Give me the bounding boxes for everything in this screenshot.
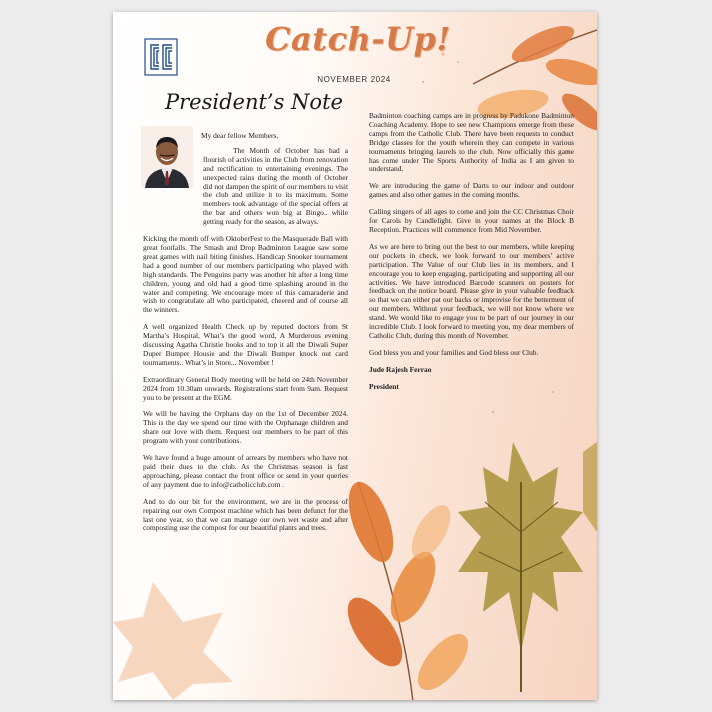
section-heading: President’s Note [165,90,343,114]
signature-role: President [369,381,399,391]
paragraph-compost: And to do our bit for the environment, we are in the process of repairing our own Compost machine which has been defunct for the last one year, so that we can manage our own wet waste and after composting use the compost for our beautiful plants and trees. [143,496,348,533]
greeting: My dear fellow Members, [201,131,279,140]
paragraph-egm: Extraordinary General Body meeting will be held on 24th November 2024 from 10.30am onwards. Registrations start from 9am. Request you to be present at the EGM. [143,374,348,402]
paragraph-events: Kicking the month off with OktoberFest to the Masquerade Ball with great footfalls. The Smash and Drop Badminton League saw some great games with nail biting finishes. Handicap Snooker tournament had a good number of our members participating who played with high standards. The Penguins party was another hit after a long time children, young and old had a good time splashing around in the water and competing. We encourage more of this camaraderie and wish to congratulate all who participated, cheered and of course all the winners. [143,234,348,315]
newsletter-page [113,12,597,700]
paragraph-blessing: God bless you and your families and God bless our Club. [369,347,539,357]
paragraph-badminton: Badminton coaching camps are in progress by Padukone Badminton Coaching Academy. Hope to see new Champions emerge from these camps from the Catholic Club. There have been requests to conduct Bridge classes for the youth wherein they can compete in various tournaments bringing laurels to the club. Now officially this game has come under The Sports Authority of India as I am given to understand. [369,111,574,174]
catholic-club-logo [144,38,178,76]
paragraph-health-check: A well organized Health Check up by reputed doctors from St Martha’s Hospital, What’s the good word, A Murderous evening discussing Agatha Christie books and to top it all the Diwali Super Duper Bumper Housie and the Diwali Bumper knock out card tournaments.. What’s in Store... November ! [143,322,348,367]
issue-date: NOVEMBER 2024 [317,75,391,84]
left-column [143,132,348,541]
signature-name: Jude Rajesh Ferrao [369,364,432,374]
newsletter-title: Catch-Up! [265,20,451,58]
paragraph-october: The Month of October has had a flourish of activities in the Club from renovation and rectification to entertaining evenings. The unexpected rains during the month of October did not dampen the spirit of our members to visit the club and utilize it to its maximum. Some members took advantage of the special offers at the bar and others won big at Bingo.. while getting ready for the season, as always. [203,145,348,227]
paragraph-arrears: We have found a huge amount of arrears by members who have not paid their dues to the club. As the Christmas season is fast approaching, please contact the front office or send in your queries of any payment due to info@catholicclub.com . [143,453,348,489]
orange-leaf-branch [337,476,477,700]
paragraph-orphans-day: We will be having the Orphans day on the 1st of December 2024. This is the day we spend our time with the Orphanage children and share our love with them. Request our members to be part of this program with your contributions. [143,409,348,446]
maple-leaf [458,442,597,692]
right-column [369,112,574,400]
paragraph-darts: We are introducing the game of Darts to our indoor and outdoor games and also other games in the coming months. [369,181,574,200]
bottom-left-leaf [113,582,233,700]
paragraph-choir: Calling singers of all ages to come and join the CC Christmas Choir for Carols by Candlelight. Give in your names at the Block B Reception. Practices will commence from Mid November. [369,207,574,234]
paragraph-feedback: As we are here to bring out the best to our members, while keeping our pockets in check, we look forward to our members’ active participation. The Value of our Club lies in its members, and I encourage you to keep engaging, participating and supporting all our activities. We have introduced Barcode scanners on posters for feedback on the notice board. Please give in your valuable feedback so that we can either pat our backs or improvise for the betterment of our members. Without your feedback, we will not know where we stand. We would like to engage you to be part of our journey in our incredible Club. I look forward to meeting you, my dear members of Catholic Club, during this month of November. [369,241,574,340]
